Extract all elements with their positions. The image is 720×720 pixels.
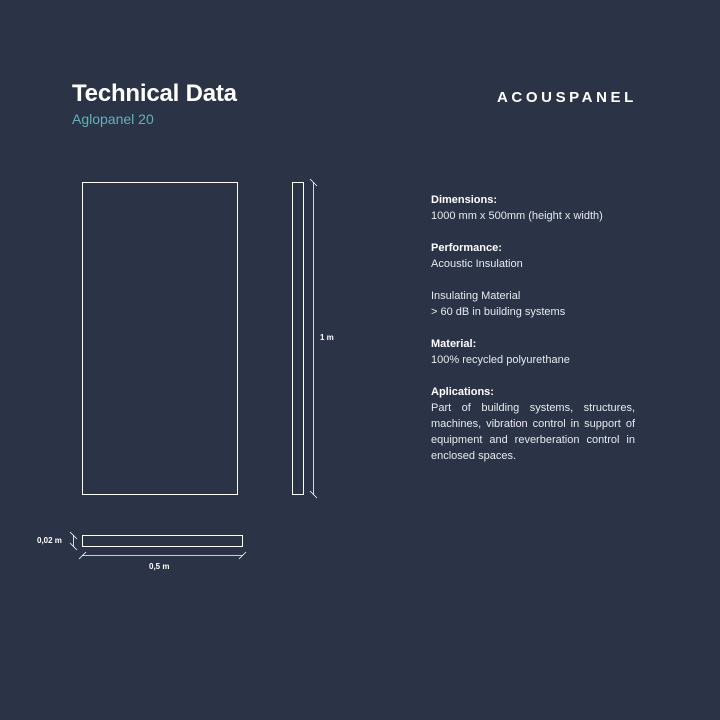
product-subtitle: Aglopanel 20 — [72, 111, 154, 127]
dimensions-text: 1000 mm x 500mm (height x width) — [431, 210, 603, 222]
insulating-line-2: > 60 dB in building systems — [431, 306, 566, 318]
height-dimension-line — [310, 179, 317, 498]
insulating-line-1: Insulating Material — [431, 290, 521, 302]
panel-side-view — [293, 183, 304, 495]
specifications-panel — [431, 192, 635, 480]
thickness-dimension-line — [70, 532, 77, 550]
width-dimension-line — [79, 552, 246, 559]
performance-text: Acoustic Insulation — [431, 258, 523, 270]
height-dimension-label: 1 m — [320, 333, 334, 342]
width-dimension-label: 0,5 m — [149, 562, 170, 571]
dimensions-heading: Dimensions: — [431, 194, 498, 206]
page-title: Technical Data — [72, 80, 237, 107]
applications-heading: Aplications: — [431, 386, 494, 398]
material-text: 100% recycled polyurethane — [431, 354, 570, 366]
applications-text: Part of building systems, structures, machines, vibration control in support of equipment and reverberation control in enclosed spaces. — [431, 402, 635, 462]
panel-top-view — [83, 536, 243, 547]
thickness-dimension-label: 0,02 m — [37, 536, 62, 545]
panel-front-view — [83, 183, 238, 495]
brand-logo: ACOUSPANEL — [497, 89, 637, 106]
material-heading: Material: — [431, 338, 477, 350]
performance-heading: Performance: — [431, 242, 502, 254]
